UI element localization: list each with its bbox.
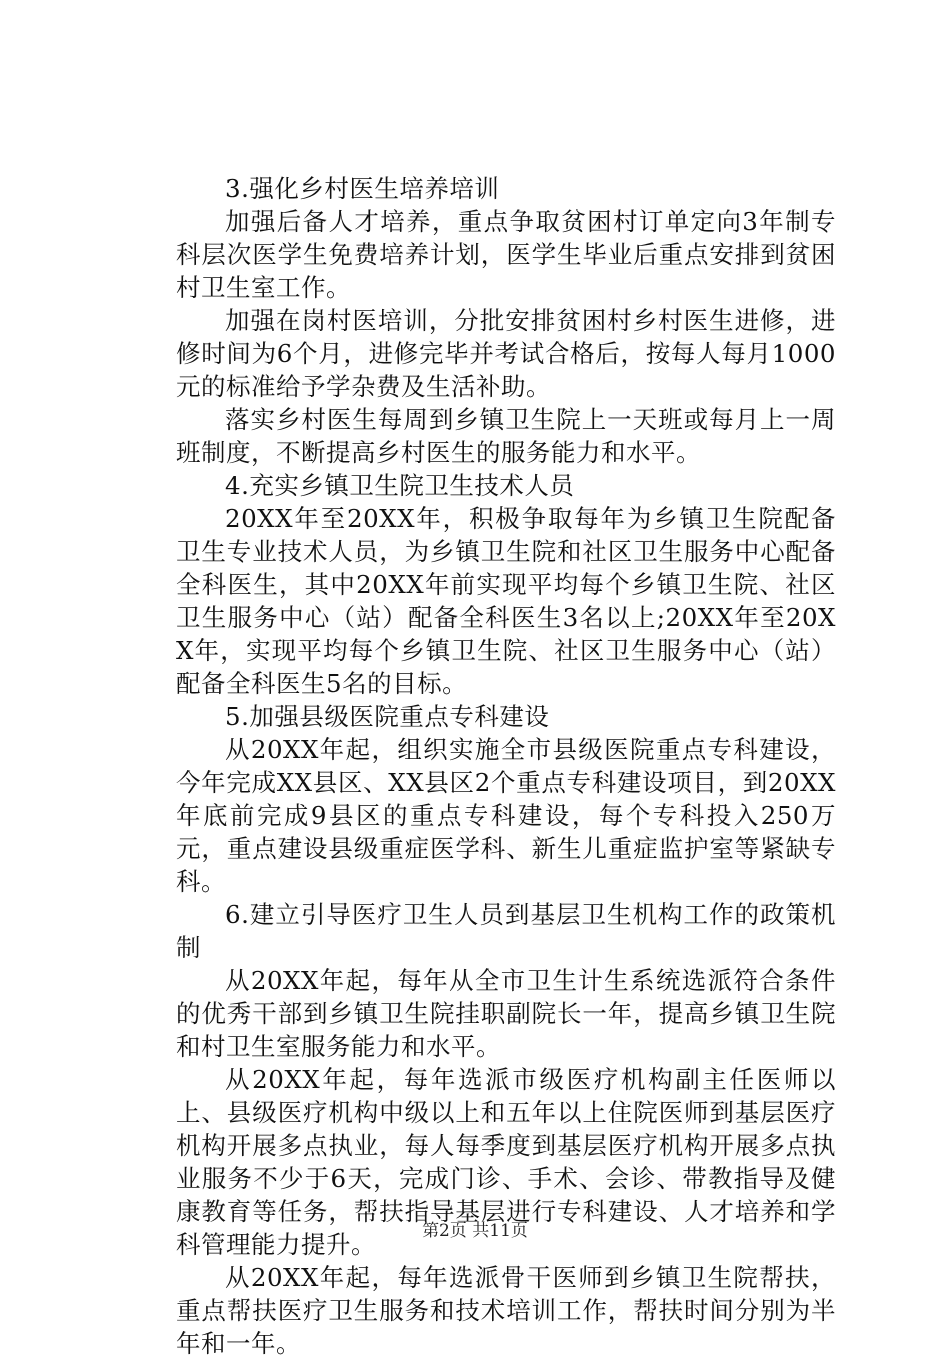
section-heading-5: 5.加强县级医院重点专科建设 — [225, 702, 550, 731]
paragraph: 加强后备人才培养，重点争取贫困村订单定向3年制专科层次医学生免费培养计划，医学生毕业后重点安排到贫困村卫生室工作。 — [176, 207, 836, 302]
paragraph: 20XX年至20XX年，积极争取每年为乡镇卫生院配备卫生专业技术人员，为乡镇卫生院和社区卫生服务中心配备全科医生，其中20XX年前实现平均每个乡镇卫生院、社区卫生服务中心（站）配备全科医生3名以上;20XX年至20XX年，实现平均每个乡镇卫生院、社区卫生服务中心（站）配备全科医生5名的目标。 — [176, 504, 836, 698]
paragraph: 落实乡村医生每周到乡镇卫生院上一天班或每月上一周班制度，不断提高乡村医生的服务能力和水平。 — [176, 405, 836, 467]
paragraph: 从20XX年起，组织实施全市县级医院重点专科建设，今年完成XX县区、XX县区2个重点专科建设项目，到20XX年底前完成9县区的重点专科建设，每个专科投入250万元，重点建设县级重症医学科、新生儿重症监护室等紧缺专科。 — [176, 735, 836, 896]
document-body — [176, 172, 836, 1360]
paragraph: 从20XX年起，每年选派骨干医师到乡镇卫生院帮扶，重点帮扶医疗卫生服务和技术培训工作，帮扶时间分别为半年和一年。 — [176, 1263, 836, 1358]
section-heading-3: 3.强化乡村医生培养培训 — [225, 174, 500, 203]
paragraph: 加强在岗村医培训，分批安排贫困村乡村医生进修，进修时间为6个月，进修完毕并考试合格后，按每人每月1000元的标准给予学杂费及生活补助。 — [176, 306, 836, 401]
page-number-footer: 第2页 共11页 — [422, 1221, 528, 1241]
paragraph: 从20XX年起，每年选派市级医疗机构副主任医师以上、县级医疗机构中级以上和五年以上住院医师到基层医疗机构开展多点执业，每人每季度到基层医疗机构开展多点执业服务不少于6天，完成门诊、手术、会诊、带教指导及健康教育等任务，帮扶指导基层进行专科建设、人才培养和学科管理能力提升。 — [176, 1065, 836, 1259]
paragraph: 从20XX年起，每年从全市卫生计生系统选派符合条件的优秀干部到乡镇卫生院挂职副院长一年，提高乡镇卫生院和村卫生室服务能力和水平。 — [176, 966, 836, 1061]
section-heading-4: 4.充实乡镇卫生院卫生技术人员 — [225, 471, 575, 500]
section-heading-6: 6.建立引导医疗卫生人员到基层卫生机构工作的政策机制 — [176, 900, 836, 962]
